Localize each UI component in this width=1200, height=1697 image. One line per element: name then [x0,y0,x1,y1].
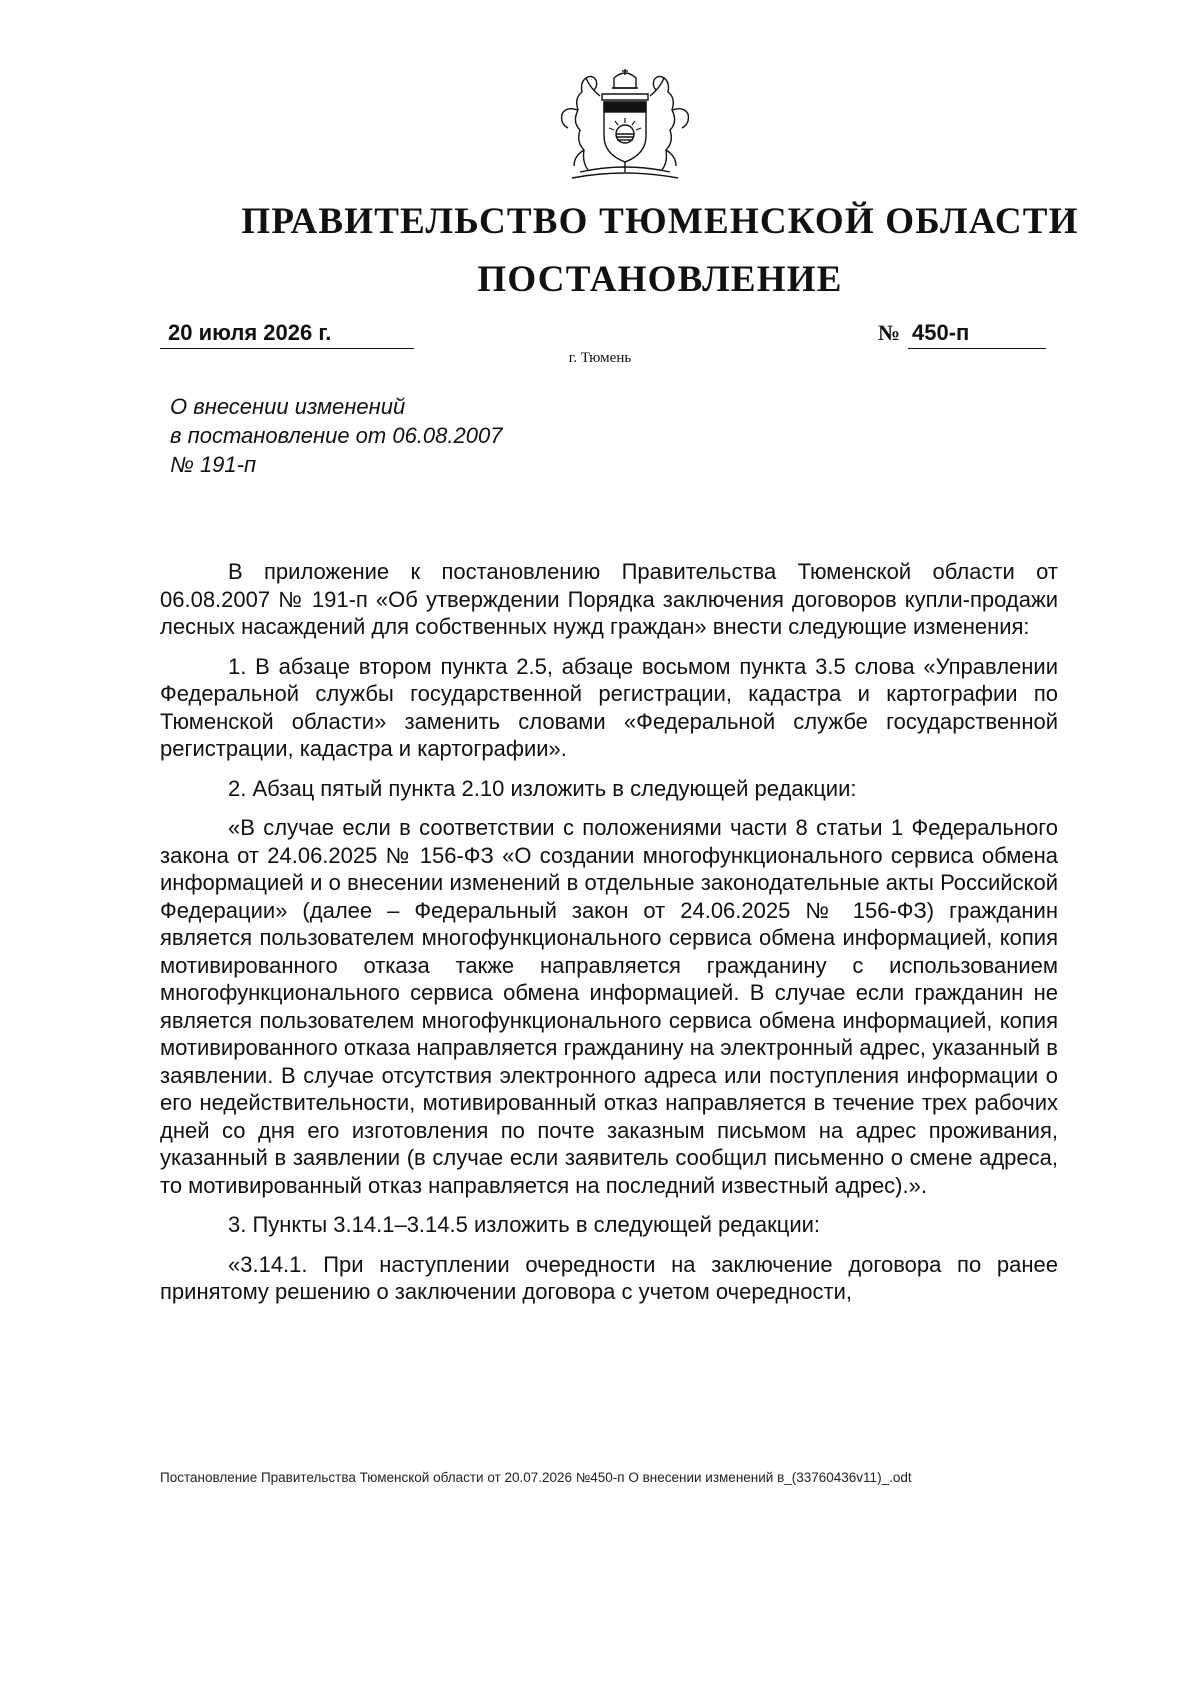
document-number-field [878,318,1048,349]
number-sign: № [878,320,901,345]
body-paragraph: 1. В абзаце втором пункта 2.5, абзаце восьмом пункта 3.5 слова «Управлении Федеральной службы государственной регистрации, кадастра и картографии по Тюменской области» заменить словами «Федеральной службе государственной регистрации, кадастра и картографии». [160,653,1058,761]
subject-line: О внесении изменений [170,394,406,419]
subject-line: № 191-п [170,452,257,477]
document-number: 450-п [908,318,1046,349]
document-subject [170,392,590,479]
document-footer: Постановление Правительства Тюменской области от 20.07.2026 №450-п О внесении изменений в_(33760436v11)_.odt [160,1470,912,1485]
document-type-title: ПОСТАНОВЛЕНИЕ [477,259,843,300]
coat-of-arms-emblem [552,66,698,186]
document-body [160,558,1058,1318]
body-paragraph: 2. Абзац пятый пункта 2.10 изложить в следующей редакции: [228,775,857,801]
body-paragraph: 3. Пункты 3.14.1–3.14.5 изложить в следующей редакции: [228,1212,821,1237]
body-paragraph: В приложение к постановлению Правительства Тюменской области от 06.08.2007 № 191-п «Об утверждении Порядка заключения договоров купли-продажи лесных насаждений для собственных нужд граждан» внести следующие изменения: [160,559,1058,639]
subject-line: в постановление от 06.08.2007 [170,423,503,448]
document-date: 20 июля 2026 г. [160,318,414,349]
organization-title: ПРАВИТЕЛЬСТВО ТЮМЕНСКОЙ ОБЛАСТИ [241,201,1079,242]
body-paragraph: «В случае если в соответствии с положениями части 8 статьи 1 Федерального закона от 24.06.2025 № 156-ФЗ «О создании многофункционального сервиса обмена информацией и о внесении изменений в отдельные законодательные акты Российской Федерации» (далее – Федеральный закон от 24.06.2025 № 156-ФЗ) гражданин является пользователем многофункционального сервиса обмена информацией, копия мотивированного отказа также направляется гражданину с использованием многофункционального сервиса обмена информацией. В случае если гражданин не является пользователем многофункционального сервиса обмена информацией, копия мотивированного отказа направляется гражданину на электронный адрес, указанный в заявлении. В случае отсутствия электронного адреса или поступления информации о его недействительности, мотивированный отказ направляется в течение трех рабочих дней со дня его изготовления по почте заказным письмом на адрес проживания, указанный в заявлении (в случае если заявитель сообщил письменно о смене адреса, то мотивированный отказ направляется на последний известный адрес).». [160,815,1058,1198]
document-city: г. Тюмень [568,350,632,366]
body-paragraph: «3.14.1. При наступлении очередности на заключение договора по ранее принятому решению о заключении договора с учетом очередности, [160,1251,1058,1304]
